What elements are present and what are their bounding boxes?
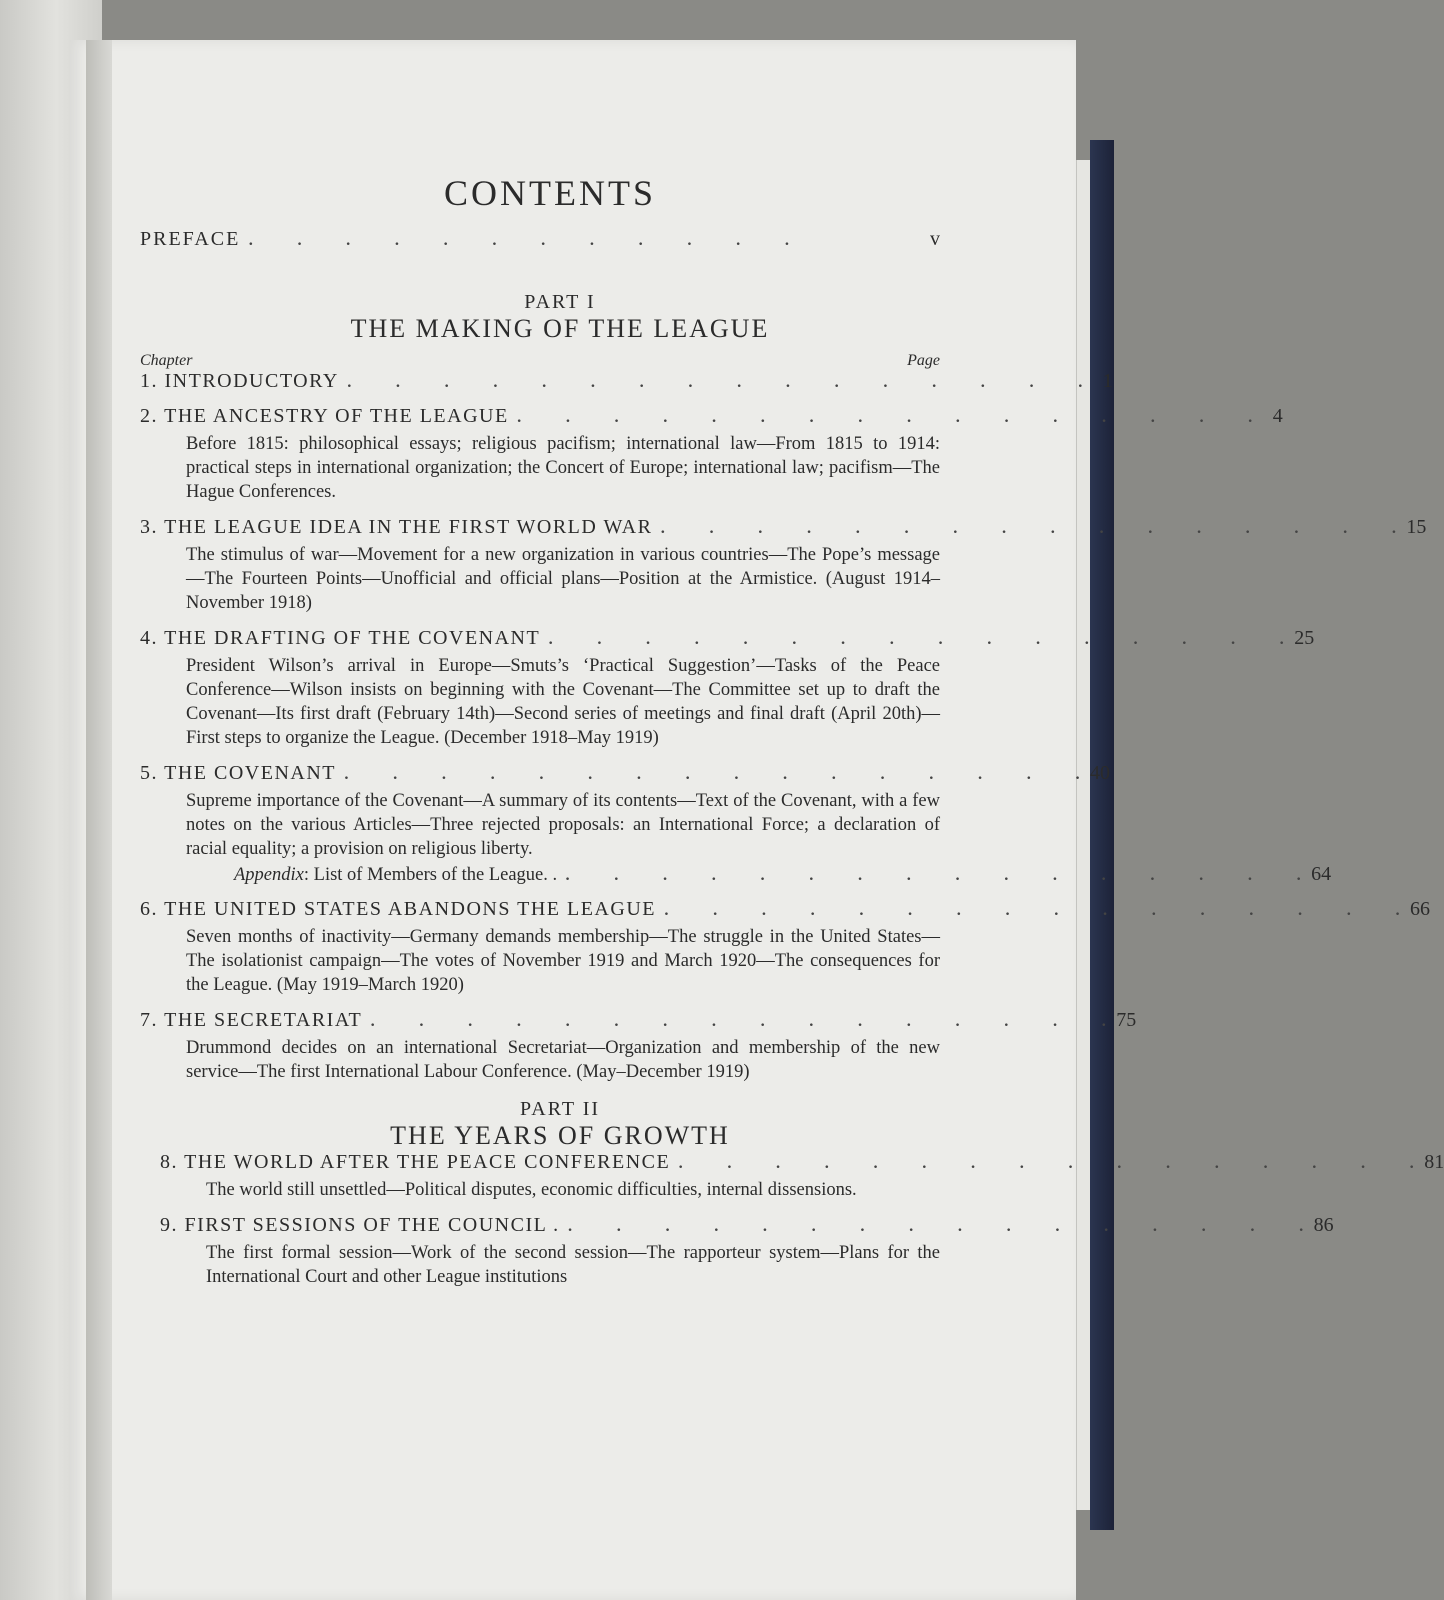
chapter-summary: The first formal session—Work of the second session—The rapporteur system—Plans for the International Court and other League institutions [206, 1243, 940, 1287]
chapter-title-text: INTRODUCTORY [164, 370, 339, 392]
chapter-summary: The world still unsettled—Political disputes, economic difficulties, internal dissensions. [206, 1180, 857, 1200]
chapter-heading-row [140, 405, 1283, 428]
chapter-heading-row [160, 1214, 1334, 1237]
chapter-summary: Seven months of inactivity—Germany demands membership—The struggle in the United States—The isolationist campaign—The votes of November 1919 and March 1920—The consequences for the League. (May 1919–March 1920) [186, 927, 940, 995]
chapter-page-number: 86 [1313, 1214, 1334, 1236]
chapter-title [160, 1151, 670, 1174]
dot-leader: . . . . . . . . . . . . . . . . [370, 1014, 1107, 1030]
dot-leader: . . . . . . . . . . . . [248, 233, 790, 249]
chapter-page-number: 81 [1424, 1151, 1444, 1173]
appendix-label [234, 865, 557, 886]
chapter-entry [140, 370, 1113, 393]
chapter-heading-row [140, 1009, 1137, 1032]
chapter-title-text: THE LEAGUE IDEA IN THE FIRST WORLD WAR [164, 516, 653, 538]
column-headers [140, 352, 940, 370]
chapter-number: 3. [140, 516, 158, 538]
appendix-page-number: 64 [1311, 863, 1332, 885]
chapter-title [160, 1214, 560, 1237]
chapter-title [140, 1009, 362, 1032]
part-heading [180, 291, 940, 344]
chapter-heading-row [140, 516, 1427, 539]
chapter-title [140, 898, 656, 921]
appendix-lead: Appendix [234, 865, 304, 885]
chapter-entry [160, 1214, 1334, 1289]
table-of-contents [140, 160, 1444, 1289]
chapter-title-text: THE WORLD AFTER THE PEACE CONFERENCE [184, 1151, 671, 1173]
chapter-title-text: THE SECRETARIAT [164, 1009, 363, 1031]
dot-leader: . . . . . . . . . . . . . . . . [344, 767, 1080, 783]
preface-page: v [930, 228, 940, 250]
chapter-title [140, 370, 339, 393]
page-stack-edge [1076, 160, 1091, 1510]
chapter-title [140, 627, 540, 650]
chapter-number: 7. [140, 1009, 158, 1031]
chapter-page-number: 75 [1116, 1009, 1137, 1031]
chapter-number: 1. [140, 370, 158, 392]
chapter-heading-row [140, 627, 1315, 650]
chapter-summary: President Wilson’s arrival in Europe—Smuts’s ‘Practical Suggestion’—Tasks of the Peace Conference—Wilson insists on beginning with the Covenant—The Committee set up to draft the Covenant—Its first draft (February 14th)—Second series of meetings and final draft (April 20th)—First steps to organize the League. (December 1918–May 1919) [186, 656, 940, 748]
chapter-column-header: Chapter [140, 352, 193, 369]
book-cover-edge [1090, 140, 1114, 1530]
dot-leader: . . . . . . . . . . . . . . . . [660, 521, 1397, 537]
chapter-summary: Before 1815: philosophical essays; religious pacifism; international law—From 1815 to 1914: practical steps in international organization; the Concert of Europe; international law; pacifism—The Hague Conferences. [186, 434, 940, 502]
chapter-title [140, 405, 509, 428]
chapter-number: 5. [140, 762, 158, 784]
chapter-number: 9. [160, 1214, 178, 1236]
part-label: PART I [524, 291, 596, 313]
chapter-number: 2. [140, 405, 158, 427]
preface-label: PREFACE [140, 228, 241, 250]
dot-leader: . . . . . . . . . . . . . . . . [663, 903, 1400, 919]
chapter-summary: Supreme importance of the Covenant—A summary of its contents—Text of the Covenant, with a few notes on the various Articles—Three rejected proposals: an International Force; a declaration of racial equality; a provision on religious liberty. [186, 791, 940, 859]
part-title: THE YEARS OF GROWTH [390, 1121, 730, 1150]
dot-leader: . . . . . . . . . . . . . . . . [346, 375, 1083, 391]
dot-leader: . . . . . . . . . . . . . . . . [678, 1156, 1415, 1172]
dot-leader: . . . . . . . . . . . . . . . . [516, 410, 1253, 426]
chapter-title-text: FIRST SESSIONS OF THE COUNCIL . [184, 1214, 560, 1236]
chapter-entry [140, 627, 1315, 750]
chapter-summary: Drummond decides on an international Secretariat—Organization and membership of the new service—The first International Labour Conference. (May–December 1919) [186, 1038, 940, 1082]
chapter-number: 8. [160, 1151, 178, 1173]
part-two-chapters [160, 1151, 1444, 1289]
part-one-chapters [140, 370, 1430, 1084]
chapter-page-number: 1 [1102, 370, 1113, 392]
part-label: PART II [519, 1098, 601, 1120]
chapter-title [140, 516, 652, 539]
appendix-entry [234, 863, 1332, 886]
part-title: THE MAKING OF THE LEAGUE [350, 314, 770, 343]
chapter-heading-row [140, 762, 1110, 785]
chapter-heading-row [160, 1151, 1444, 1174]
chapter-heading-row [140, 898, 1430, 921]
chapter-entry [140, 516, 1427, 615]
chapter-entry [140, 898, 1430, 997]
page-column-header: Page [907, 352, 940, 369]
book-gutter [86, 40, 112, 1600]
appendix-text: : List of Members of the League. . [303, 865, 558, 885]
chapter-heading-row [140, 370, 1113, 393]
dot-leader: . . . . . . . . . . . . . . . . [548, 632, 1285, 648]
dot-leader: . . . . . . . . . . . . . . . . [567, 1219, 1304, 1235]
chapter-title-text: THE ANCESTRY OF THE LEAGUE [164, 405, 509, 427]
chapter-number: 6. [140, 898, 158, 920]
part-heading [180, 1098, 940, 1151]
chapter-summary: The stimulus of war—Movement for a new organization in various countries—The Pope’s message—The Fourteen Points—Unofficial and official plans—Position at the Armistice. (August 1914–November 1918) [186, 545, 940, 613]
chapter-title-text: THE DRAFTING OF THE COVENANT [164, 627, 541, 649]
preface-entry [140, 228, 940, 251]
chapter-number: 4. [140, 627, 158, 649]
chapter-page-number: 66 [1409, 898, 1430, 920]
chapter-page-number: 15 [1406, 516, 1427, 538]
chapter-page-number: 25 [1294, 627, 1315, 649]
chapter-page-number: 40 [1090, 762, 1110, 784]
page-title: CONTENTS [444, 173, 656, 213]
chapter-title-text: THE UNITED STATES ABANDONS THE LEAGUE [164, 898, 656, 920]
dot-leader: . . . . . . . . . . . . . . . . [565, 868, 1302, 884]
chapter-page-number: 4 [1272, 405, 1283, 427]
chapter-entry [140, 405, 1283, 504]
chapter-title-text: THE COVENANT [164, 762, 337, 784]
chapter-entry [140, 762, 1332, 886]
chapter-title [140, 762, 336, 785]
chapter-entry [160, 1151, 1444, 1202]
chapter-entry [140, 1009, 1137, 1084]
